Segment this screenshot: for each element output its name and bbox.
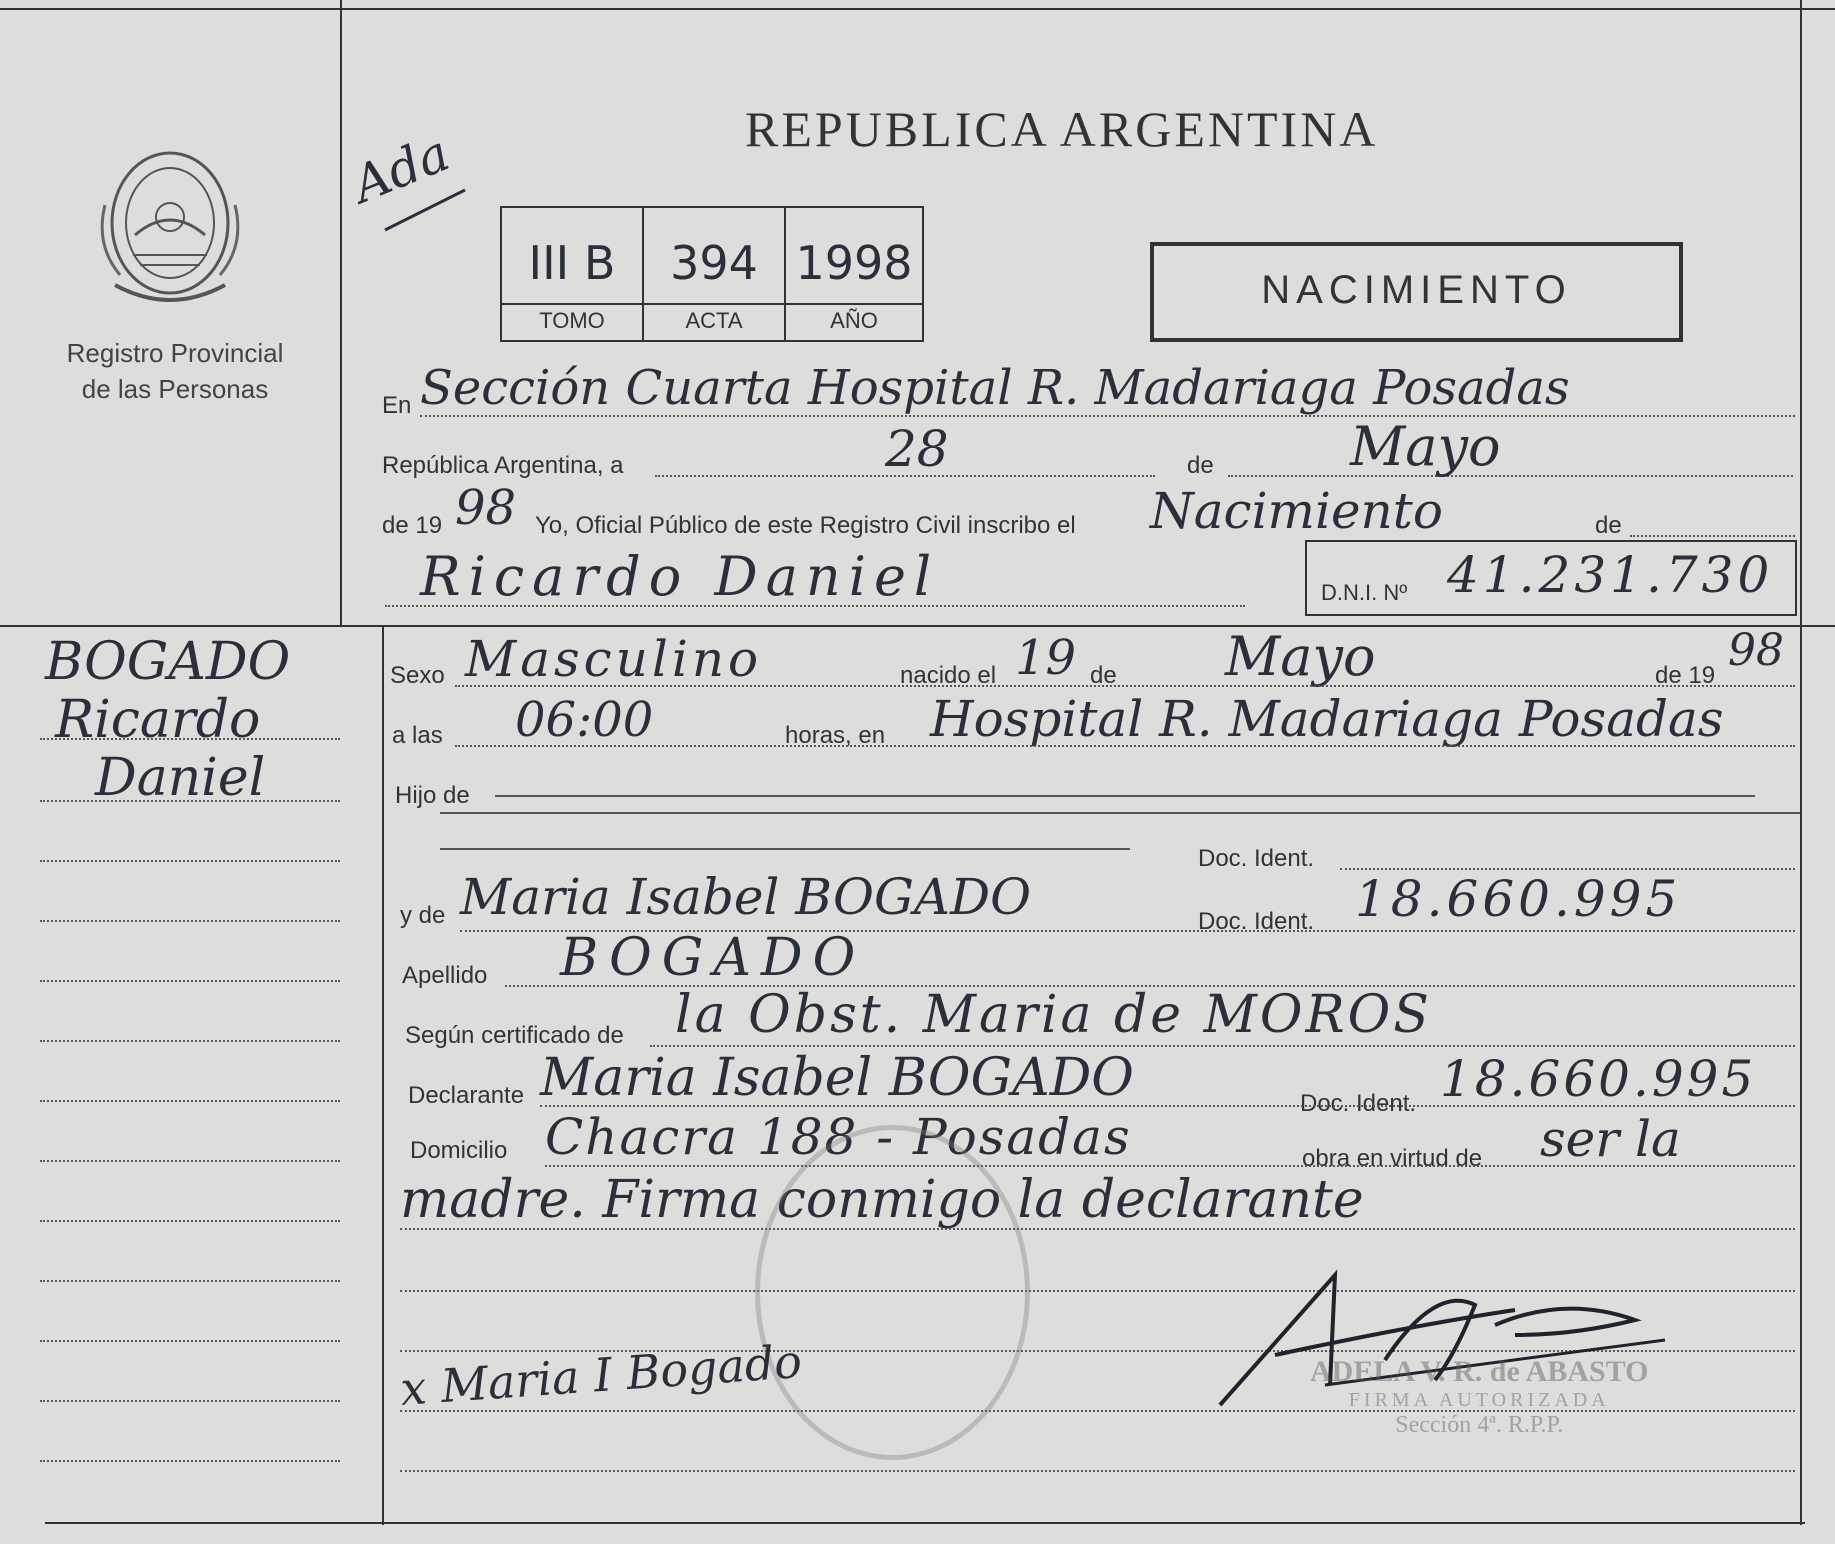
nacido-label: nacido el <box>900 662 997 689</box>
tomo-value: III B <box>528 236 616 290</box>
anio-label: AÑO <box>830 308 878 333</box>
birth-year: 98 <box>1728 625 1784 676</box>
mother-doc-label: Doc. Ident. <box>1198 908 1315 935</box>
mother-doc: 18.660.995 <box>1355 870 1682 928</box>
sidebar-line-11 <box>40 1340 340 1342</box>
declarante-line <box>540 1105 1795 1107</box>
de-19-label: de 19 <box>382 512 443 539</box>
document-title: REPUBLICA ARGENTINA <box>745 101 1379 157</box>
inscribe-line <box>1630 535 1795 537</box>
domicilio-label: Domicilio <box>410 1137 508 1164</box>
domicilio-line <box>545 1165 1795 1167</box>
hijo-doc-label: Doc. Ident. <box>1198 845 1315 872</box>
sidebar-line-5 <box>40 980 340 982</box>
sidebar-line-8 <box>40 1160 340 1162</box>
en-label: En <box>382 392 412 419</box>
book-reference-box <box>500 206 924 342</box>
place-value: Hospital R. Madariaga Posadas <box>930 690 1724 748</box>
sidebar-given-1: Ricardo <box>55 690 261 750</box>
hijo-line-1 <box>495 795 1755 797</box>
declarant-signature: x Maria I Bogado <box>398 1334 804 1416</box>
margin-note-strike <box>380 185 470 235</box>
republica-label: República Argentina, a <box>382 452 624 479</box>
segun-value: la Obst. Maria de MOROS <box>675 985 1432 1045</box>
sidebar-line-10 <box>40 1280 340 1282</box>
continuation-line <box>400 1228 1795 1230</box>
left-column-divider-lower <box>382 625 384 1525</box>
top-border <box>0 8 1835 10</box>
horas-label: horas, en <box>785 722 886 749</box>
yo-text: Yo, Oficial Público de este Registro Civil inscribo el <box>535 512 1076 539</box>
dni-box <box>1305 540 1797 616</box>
province-seal-icon <box>95 145 245 310</box>
record-type: NACIMIENTO <box>1261 268 1572 312</box>
sidebar-line-3 <box>40 860 340 862</box>
registry-stamp <box>755 1125 1030 1460</box>
sidebar-line-6 <box>40 1040 340 1042</box>
declarante-doc: 18.660.995 <box>1440 1050 1757 1108</box>
continuation-value: madre. Firma conmigo la declarante <box>400 1170 1364 1230</box>
acta-cell <box>644 208 786 340</box>
month-value: Mayo <box>1350 415 1501 478</box>
apellido-label: Apellido <box>402 962 488 989</box>
blank-line-4 <box>400 1470 1795 1472</box>
sidebar-line-2 <box>40 800 340 802</box>
sidebar-line-1 <box>40 738 340 740</box>
hijo-label: Hijo de <box>395 782 470 809</box>
alas-line <box>455 745 1795 747</box>
acta-label: ACTA <box>685 308 743 333</box>
registry-name: Registro Provincial de las Personas <box>66 338 284 404</box>
de-label-2: de <box>1595 512 1622 539</box>
official-stamp-role: FIRMA AUTORIZADA <box>1348 1389 1610 1411</box>
book-box-divider <box>502 303 922 305</box>
domicilio-value: Chacra 188 - Posadas <box>545 1108 1132 1166</box>
month-line <box>1228 475 1793 477</box>
section-divider <box>0 625 1835 627</box>
left-column-divider-upper <box>340 0 342 625</box>
obra-value: ser la <box>1540 1110 1681 1168</box>
sidebar-line-13 <box>40 1460 340 1462</box>
segun-label: Según certificado de <box>405 1022 624 1049</box>
tomo-cell <box>502 208 644 340</box>
sidebar-given-2: Daniel <box>95 748 266 808</box>
name-line <box>385 605 1245 607</box>
time-value: 06:00 <box>515 692 654 748</box>
bottom-border <box>45 1522 1805 1524</box>
birth-de-label: de <box>1090 662 1117 689</box>
official-stamp-section: Sección 4ª. R.P.P. <box>1395 1412 1564 1438</box>
alas-label: a las <box>392 722 443 749</box>
sidebar-surname: BOGADO <box>45 632 291 692</box>
birth-month: Mayo <box>1225 625 1376 688</box>
sexo-line <box>455 685 1795 687</box>
margin-note: Ada <box>344 123 458 215</box>
sidebar-line-4 <box>40 920 340 922</box>
declarante-doc-label: Doc. Ident. <box>1300 1090 1417 1117</box>
declarante-label: Declarante <box>408 1082 525 1109</box>
sidebar-line-12 <box>40 1400 340 1402</box>
day-value: 28 <box>885 420 949 478</box>
acta-value: 394 <box>670 236 758 290</box>
sidebar-line-9 <box>40 1220 340 1222</box>
hijo-line-2 <box>440 812 1800 814</box>
tomo-label: TOMO <box>539 308 605 333</box>
sidebar-line-7 <box>40 1100 340 1102</box>
anio-cell <box>786 208 922 340</box>
de-label: de <box>1187 452 1214 479</box>
sexo-label: Sexo <box>390 662 445 689</box>
birth-de19-label: de 19 <box>1655 662 1716 689</box>
obra-label: obra en virtud de <box>1302 1145 1483 1172</box>
hijo-line-3 <box>440 848 1130 850</box>
apellido-value: BOGADO <box>560 928 866 988</box>
mother-value: Maria Isabel BOGADO <box>460 868 1032 926</box>
official-stamp-name: ADELA V. R. de ABASTO <box>1310 1355 1649 1388</box>
child-name: Ricardo Daniel <box>420 545 940 608</box>
en-value: Sección Cuarta Hospital R. Madariaga Posadas <box>420 360 1570 416</box>
yde-label: y de <box>400 902 446 929</box>
inscribe-value: Nacimiento <box>1150 482 1443 540</box>
sexo-value: Masculino <box>465 630 763 688</box>
birth-day: 19 <box>1015 630 1077 686</box>
year-suffix: 98 <box>455 480 517 536</box>
declarante-value: Maria Isabel BOGADO <box>540 1048 1134 1108</box>
official-stamp <box>1310 1355 1648 1439</box>
segun-line <box>650 1045 1795 1047</box>
dni-label: D.N.I. Nº <box>1321 580 1408 605</box>
record-type-box <box>1150 242 1683 342</box>
anio-value: 1998 <box>795 236 913 290</box>
right-border <box>1800 0 1802 1525</box>
dni-value: 41.231.730 <box>1447 546 1774 604</box>
